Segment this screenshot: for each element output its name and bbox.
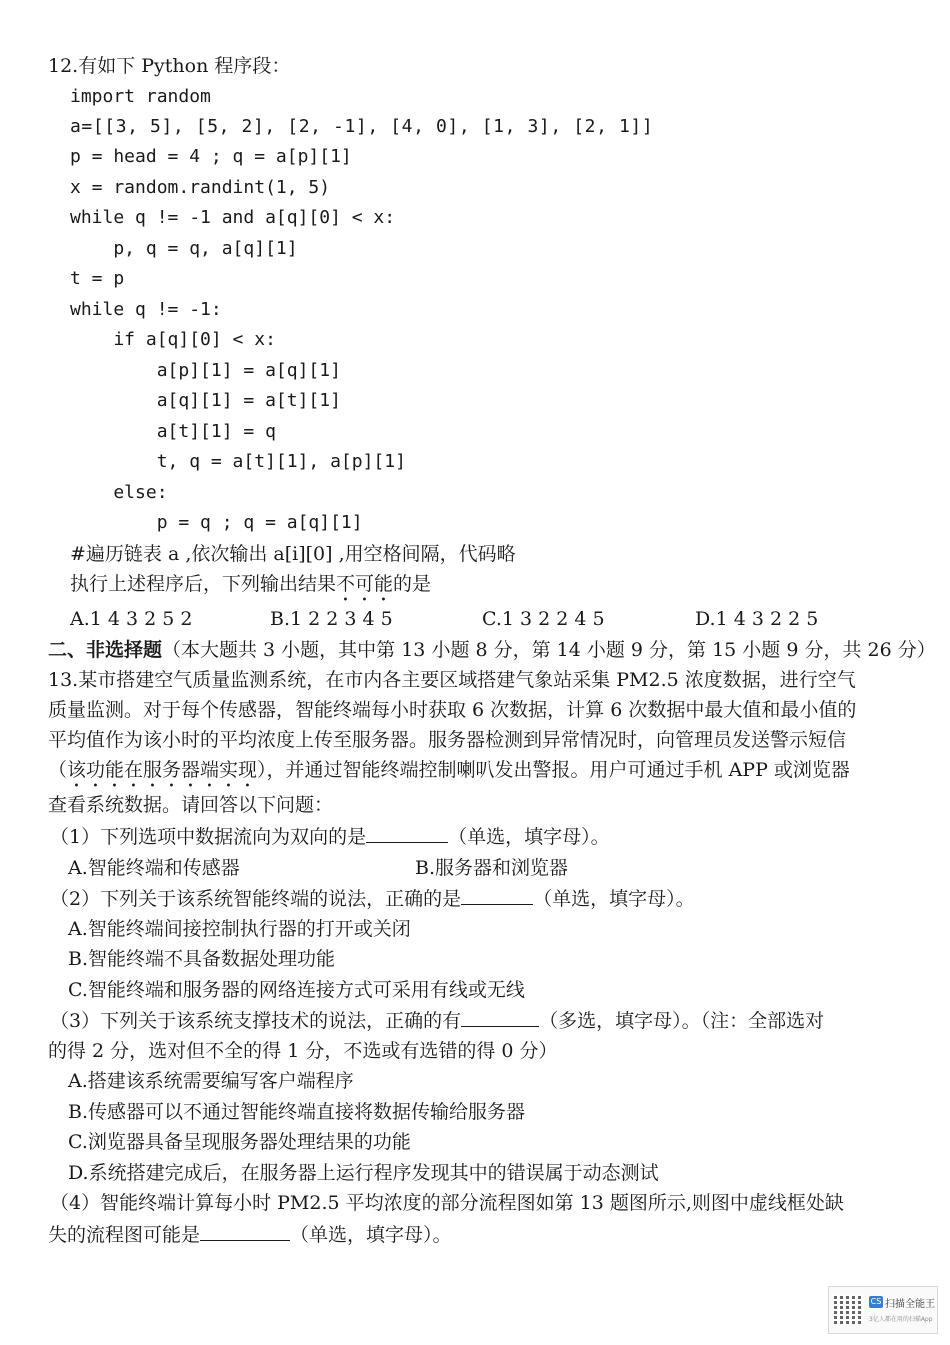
q13-part3-option-c: C.浏览器具备呈现服务器处理结果的功能 [68,1131,411,1153]
camscanner-logo-icon: CS [870,1297,882,1306]
q13-part3-text: （3）下列关于该系统支撑技术的说法，正确的有 [50,1010,462,1032]
q13-part2 [50,886,695,911]
watermark-title: 扫描全能王 [885,1299,935,1310]
code-line: x = random.randint(1, 5) [70,177,331,198]
q13-intro-line4-post: ），并通过智能终端控制喇叭发出警报。用户可通过手机 APP 或浏览器 [257,759,850,781]
q13-intro-line4 [48,758,850,792]
section2-header [48,638,936,662]
qr-code-icon [834,1294,864,1324]
q13-part3-note: 的得 2 分，选对但不全的得 1 分，不选或有选错的得 0 分） [48,1040,558,1062]
q13-intro-emphasis: 该功能在服务器端实现 [67,759,258,781]
q12-option-d: D.1 4 3 2 2 5 [695,608,819,630]
q13-part2-text: （2）下列关于该系统智能终端的说法，正确的是 [50,888,462,910]
q13-part1-suffix: （单选，填字母）。 [448,826,610,848]
q13-part4-line1: （4）智能终端计算每小时 PM2.5 平均浓度的部分流程图如第 13 题图所示,则图中虚线框处缺 [50,1192,844,1214]
code-line: import random [70,86,211,107]
q13-intro-line: 13.某市搭建空气质量监测系统，在市内各主要区域搭建气象站采集 PM2.5 浓度数据，进行空气 [48,669,856,691]
answer-blank[interactable] [461,1008,539,1027]
code-line: t, q = a[t][1], a[p][1] [70,451,406,472]
q13-part1-option-a: A.智能终端和传感器 [68,857,240,879]
code-line: p = q ; q = a[q][1] [70,512,363,533]
q12-option-c: C.1 3 2 2 4 5 [482,608,605,630]
q12-question-prefix: 执行上述程序后，下列输出结果 [70,573,337,595]
q13-part4-suffix: （单选，填字母）。 [290,1224,452,1246]
q12-comment: #遍历链表 a ,依次输出 a[i][0] ,用空格间隔，代码略 [70,543,516,565]
q13-part2-option-a: A.智能终端间接控制执行器的打开或关闭 [68,918,411,940]
q13-intro-line4-pre: （ [48,759,68,781]
code-line: p, q = q, a[q][1] [70,238,298,259]
q12-option-b: B.1 2 2 3 4 5 [270,608,393,630]
q12-question [70,572,431,606]
q13-part1-option-b: B.服务器和浏览器 [415,857,569,879]
q13-part2-option-c: C.智能终端和服务器的网络连接方式可采用有线或无线 [68,979,525,1001]
scanner-watermark [828,1286,938,1334]
q13-part3-suffix: （多选，填字母）。（注：全部选对 [539,1010,825,1032]
code-line: a[p][1] = a[q][1] [70,360,341,381]
answer-blank[interactable] [200,1222,290,1241]
q13-part3-option-b: B.传感器可以不通过智能终端直接将数据传输给服务器 [68,1101,526,1123]
q13-intro-line: 平均值作为该小时的平均浓度上传至服务器。服务器检测到异常情况时，向管理员发送警示短信 [48,729,847,751]
answer-blank[interactable] [461,886,533,905]
q13-part1-text: （1）下列选项中数据流向为双向的是 [50,826,367,848]
q13-part3 [50,1008,824,1033]
q13-part2-suffix: （单选，填字母）。 [533,888,695,910]
answer-blank[interactable] [366,824,448,843]
q13-part2-option-b: B.智能终端不具备数据处理功能 [68,948,336,970]
code-line: a[t][1] = q [70,421,276,442]
code-line: t = p [70,268,125,289]
q12-question-emphasis: 不可能 [336,573,394,595]
code-line: p = head = 4 ; q = a[p][1] [70,146,352,167]
section2-desc: （本大题共 3 小题，其中第 13 小题 8 分，第 14 小题 9 分，第 15 小题 9 分，共 26 分） [162,639,936,661]
code-line: while q != -1: [70,299,222,320]
code-line: if a[q][0] < x: [70,329,276,350]
q13-intro-line: 查看系统数据。请回答以下问题： [48,794,334,816]
q13-part3-option-d: D.系统搭建完成后，在服务器上运行程序发现其中的错误属于动态测试 [68,1162,659,1184]
q13-part4-line2 [48,1222,452,1247]
code-line: a=[[3, 5], [5, 2], [2, -1], [4, 0], [1, 3], [2, 1]] [70,116,654,137]
section2-heading: 二、非选择题 [48,639,163,661]
code-line: a[q][1] = a[t][1] [70,390,341,411]
watermark-subtitle: 3亿人都在用的扫描App [869,1316,933,1323]
q12-question-suffix: 的是 [393,573,432,595]
q13-intro-line: 质量监测。对于每个传感器，智能终端每小时获取 6 次数据，计算 6 次数据中最大值和最小值的 [48,699,857,721]
q12-options [0,608,950,632]
code-line: while q != -1 and a[q][0] < x: [70,207,396,228]
q12-option-a: A.1 4 3 2 5 2 [70,608,193,630]
q13-part1 [50,824,610,849]
q12-title: 12.有如下 Python 程序段： [48,55,291,77]
q13-part3-option-a: A.搭建该系统需要编写客户端程序 [68,1070,354,1092]
code-line: else: [70,482,168,503]
q13-part4-text: 失的流程图可能是 [48,1224,201,1246]
